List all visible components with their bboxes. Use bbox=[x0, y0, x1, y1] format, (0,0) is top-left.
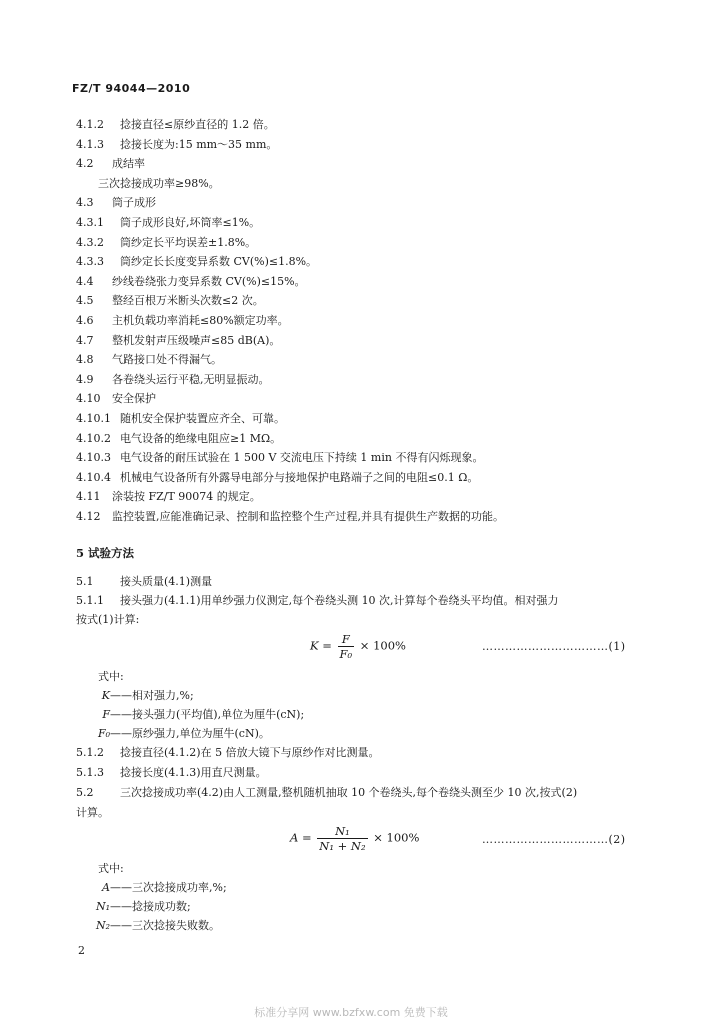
clause-line bbox=[76, 432, 281, 446]
clause-text: 筒子成形良好,坏筒率≤1%。 bbox=[120, 216, 261, 229]
variable-symbol: A bbox=[102, 881, 110, 894]
clause-number: 4.10.3 bbox=[76, 451, 111, 465]
clause-number: 4.6 bbox=[76, 314, 94, 327]
clause-line bbox=[76, 412, 285, 426]
clause-number: 5.2 bbox=[76, 786, 94, 799]
eq1-number: (1) bbox=[608, 640, 626, 653]
clause-text: 三次捻接成功率(4.2)由人工测量,整机随机抽取 10 个卷绕头,每个卷绕头测至少 10 次,按式(2) bbox=[120, 786, 578, 799]
clause-text: 电气设备的耐压试验在 1 500 V 交流电压下持续 1 min 不得有闪烁现象。 bbox=[120, 451, 484, 465]
clause-text: 筒纱定长长度变异系数 CV(%)≤1.8%。 bbox=[120, 255, 318, 269]
clause-number: 4.10 bbox=[76, 392, 101, 406]
variable-symbol: N₂ bbox=[96, 919, 111, 932]
clause-number: 5.1.2 bbox=[76, 746, 104, 759]
clause-line bbox=[76, 294, 264, 308]
clause-text: 捻接直径(4.1.2)在 5 倍放大镜下与原纱作对比测量。 bbox=[120, 746, 380, 759]
clause-text: 筒纱定长平均误差±1.8%。 bbox=[120, 235, 257, 249]
clause-line bbox=[76, 334, 280, 348]
clause-text: 捻接直径≤原纱直径的 1.2 倍。 bbox=[120, 118, 275, 131]
clause-5-1-1 bbox=[76, 594, 559, 608]
clause-text: 接头质量(4.1)测量 bbox=[120, 575, 213, 588]
clause-line bbox=[76, 471, 478, 485]
eq2-denominator: N₁ + N₂ bbox=[319, 839, 366, 853]
variable-definition bbox=[96, 689, 194, 703]
clause-text: 捻接长度(4.1.3)用直尺测量。 bbox=[120, 766, 267, 779]
clause-number: 4.3.2 bbox=[76, 235, 104, 249]
clause-number: 5.1 bbox=[76, 575, 94, 588]
clause-number: 4.8 bbox=[76, 353, 94, 367]
clause-number: 4.10.2 bbox=[76, 431, 111, 445]
clause-text: 筒子成形 bbox=[112, 196, 156, 210]
clause-text: 随机安全保护装置应齐全、可靠。 bbox=[120, 412, 285, 425]
variable-description: ——三次捻接成功率,%; bbox=[110, 881, 227, 894]
clause-number: 4.4 bbox=[76, 274, 94, 288]
clause-number: 4.3.3 bbox=[76, 255, 104, 269]
clause-number: 4.3.1 bbox=[76, 216, 104, 229]
standard-number-header: FZ/T 94044—2010 bbox=[72, 82, 191, 95]
variable-description: ——原纱强力,单位为厘牛(cN)。 bbox=[110, 727, 270, 740]
variable-symbol: F₀ bbox=[97, 727, 110, 740]
clause-text: 三次捻接成功率≥98%。 bbox=[98, 176, 220, 190]
clause-number: 4.10.1 bbox=[76, 412, 111, 425]
clause-number: 4.12 bbox=[76, 510, 101, 523]
clause-line bbox=[76, 157, 145, 171]
clause-text: 各卷绕头运行平稳,无明显振动。 bbox=[112, 372, 270, 386]
clause-line bbox=[76, 314, 289, 328]
clause-text: 安全保护 bbox=[112, 392, 156, 406]
variable-description: ——接头强力(平均值),单位为厘牛(cN); bbox=[110, 708, 305, 721]
clause-text: 主机负载功率消耗≤80%额定功率。 bbox=[112, 314, 289, 327]
page-number: 2 bbox=[78, 944, 85, 957]
clause-line bbox=[76, 177, 220, 191]
eq2-numerator: N₁ bbox=[317, 824, 367, 839]
clause-line bbox=[76, 216, 260, 230]
clause-text: 机械电气设备所有外露导电部分与接地保护电路端子之间的电阻≤0.1 Ω。 bbox=[120, 470, 479, 484]
clause-text: 涂装按 FZ/T 90074 的规定。 bbox=[112, 490, 261, 504]
variable-definition bbox=[96, 900, 191, 914]
clause-line bbox=[76, 510, 504, 524]
clause-5-1-2 bbox=[76, 746, 380, 760]
variable-definition bbox=[96, 919, 220, 933]
clause-text: 接头强力(4.1.1)用单纱强力仪测定,每个卷绕头测 10 次,计算每个卷绕头平均值。相对强力 bbox=[120, 594, 559, 607]
clause-line bbox=[76, 236, 256, 250]
variable-description: ——相对强力,%; bbox=[110, 689, 194, 702]
eq1-numerator: F bbox=[338, 632, 355, 647]
variable-symbol: K bbox=[101, 689, 110, 702]
clause-line bbox=[76, 138, 277, 152]
equation-2-ref: ……………………………(2) bbox=[482, 833, 626, 846]
clause-number: 4.3 bbox=[76, 196, 94, 210]
clause-line bbox=[76, 275, 306, 289]
eq1-denominator: F₀ bbox=[339, 647, 353, 661]
clause-line bbox=[76, 392, 156, 406]
clause-text: 整经百根万米断头次数≤2 次。 bbox=[112, 294, 264, 308]
section-5-title: 5 试验方法 bbox=[76, 546, 135, 560]
variable-description: ——捻接成功数; bbox=[110, 900, 191, 913]
clause-number: 4.11 bbox=[76, 490, 101, 504]
clause-5-1-3 bbox=[76, 766, 267, 780]
eq1-lhs: K = bbox=[310, 638, 332, 653]
where-label-1: 式中: bbox=[98, 670, 124, 683]
clause-number: 4.2 bbox=[76, 157, 94, 171]
clause-text: 捻接长度为:15 mm～35 mm。 bbox=[120, 137, 278, 151]
variable-definition bbox=[96, 881, 227, 895]
clause-number: 4.1.2 bbox=[76, 118, 104, 131]
clause-5-2-cont: 计算。 bbox=[76, 806, 109, 819]
eq1-rhs: × 100% bbox=[359, 638, 406, 653]
clause-line bbox=[76, 353, 222, 367]
watermark-footer: 标准分享网 www.bzfxw.com 免费下载 bbox=[254, 1006, 448, 1019]
clause-text: 成结率 bbox=[112, 157, 145, 171]
clause-line bbox=[76, 373, 270, 387]
eq2-fraction bbox=[317, 824, 367, 853]
clause-number: 4.9 bbox=[76, 372, 94, 386]
clause-5-2 bbox=[76, 786, 577, 800]
clause-text: 整机发射声压级噪声≤85 dB(A)。 bbox=[112, 333, 281, 347]
clause-text: 纱线卷绕张力变异系数 CV(%)≤15%。 bbox=[112, 274, 306, 288]
eq1-fraction bbox=[338, 632, 355, 661]
clause-number: 4.10.4 bbox=[76, 470, 111, 484]
where-label-2: 式中: bbox=[98, 862, 124, 875]
equation-1-ref: ……………………………(1) bbox=[482, 640, 626, 653]
clause-line bbox=[76, 196, 156, 210]
clause-number: 4.7 bbox=[76, 333, 94, 347]
clause-5-1-1-cont: 按式(1)计算: bbox=[76, 613, 140, 626]
clause-5-1 bbox=[76, 575, 212, 589]
equation-2 bbox=[290, 824, 419, 853]
clause-line bbox=[76, 451, 483, 465]
clause-text: 电气设备的绝缘电阻应≥1 MΩ。 bbox=[120, 431, 282, 445]
variable-symbol: N₁ bbox=[96, 900, 111, 913]
clause-number: 4.5 bbox=[76, 294, 94, 308]
eq2-rhs: × 100% bbox=[373, 830, 420, 845]
equation-1 bbox=[310, 632, 406, 661]
clause-line bbox=[76, 255, 317, 269]
variable-definition bbox=[96, 727, 270, 741]
eq2-number: (2) bbox=[608, 833, 626, 846]
eq2-lhs: A = bbox=[290, 830, 312, 845]
clause-number: 5.1.3 bbox=[76, 766, 104, 779]
clause-text: 监控装置,应能准确记录、控制和监控整个生产过程,并具有提供生产数据的功能。 bbox=[112, 510, 504, 523]
clause-number: 4.1.3 bbox=[76, 137, 104, 151]
clause-line bbox=[76, 490, 261, 504]
clause-line bbox=[76, 118, 275, 132]
clause-number: 5.1.1 bbox=[76, 594, 104, 607]
variable-description: ——三次捻接失败数。 bbox=[110, 919, 221, 932]
variable-symbol: F bbox=[102, 708, 110, 721]
variable-definition bbox=[96, 708, 304, 722]
clause-text: 气路接口处不得漏气。 bbox=[112, 353, 222, 367]
